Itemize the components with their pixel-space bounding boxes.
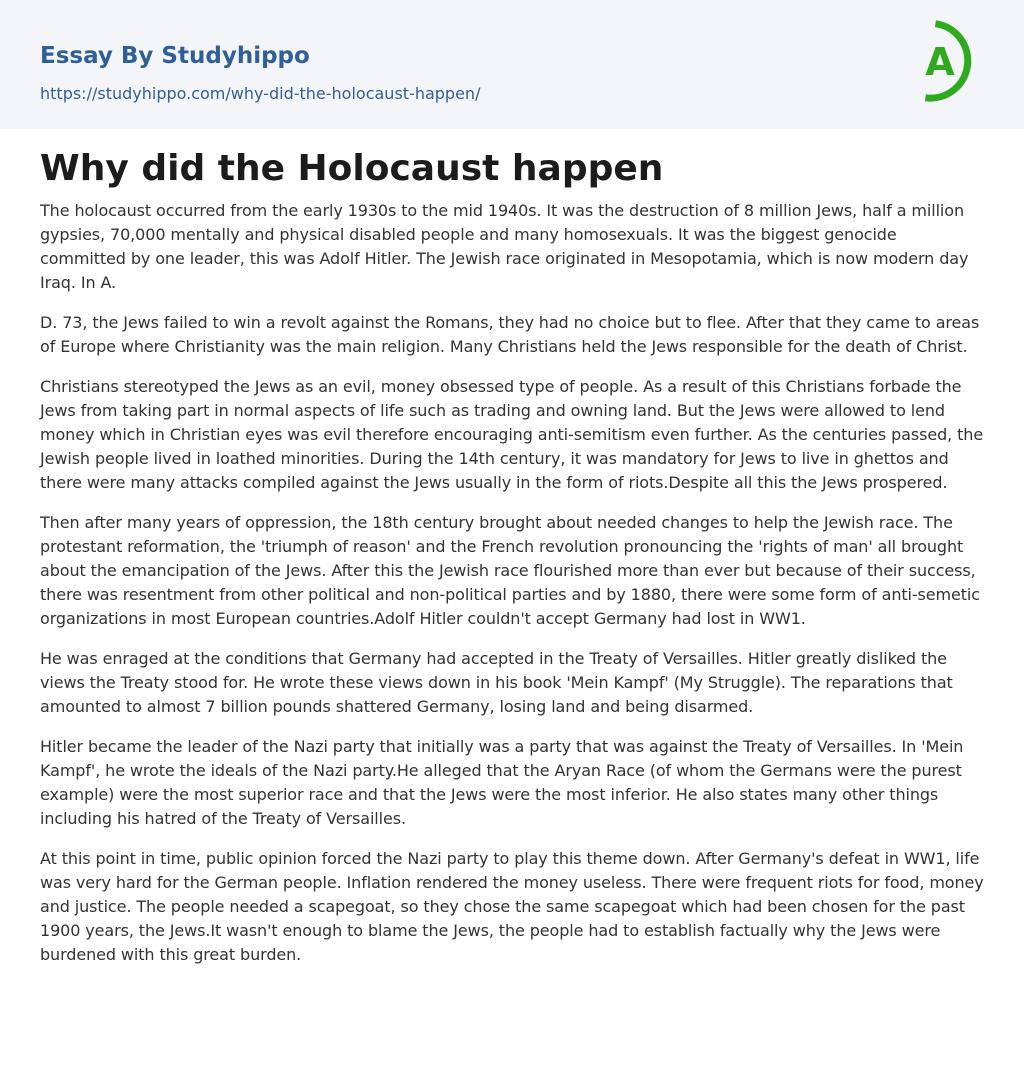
essay-paragraph: D. 73, the Jews failed to win a revolt against the Romans, they had no choice but to flee. After that they came to areas of Europe where Christianity was the main religion. Many Christians held the Jews responsible for the death of Christ. <box>40 313 980 356</box>
studyhippo-logo-icon[interactable] <box>912 19 986 105</box>
brand-title[interactable]: Essay By Studyhippo <box>40 43 310 69</box>
logo-letter: A <box>925 40 955 84</box>
essay-paragraph: Christians stereotyped the Jews as an evil, money obsessed type of people. As a result of this Christians forbade the Jews from taking part in normal aspects of life such as trading and owning land. But the Jews were allowed to lend money which in Christian eyes was evil therefore encouraging anti-semitism even further. As the centuries passed, the Jewish people lived in loathed minorities. During the 14th century, it was mandatory for Jews to live in ghettos and there were many attacks compiled against the Jews usually in the form of riots.Despite all this the Jews prospered. <box>40 377 984 492</box>
essay-paragraph: He was enraged at the conditions that Germany had accepted in the Treaty of Versailles. Hitler greatly disliked the views the Treaty stood for. He wrote these views down in his book 'Mein Kampf' (My Struggle). The reparations that amounted to almost 7 billion pounds shattered Germany, losing land and being disarmed. <box>40 649 953 716</box>
essay-paragraph: The holocaust occurred from the early 1930s to the mid 1940s. It was the destruction of 8 million Jews, half a million gypsies, 70,000 mentally and physical disabled people and many homosexuals. It was the biggest genocide committed by one leader, this was Adolf Hitler. The Jewish race originated in Mesopotamia, which is now modern day Iraq. In A. <box>40 201 969 292</box>
essay-paragraph: Then after many years of oppression, the 18th century brought about needed changes to help the Jewish race. The protestant reformation, the 'triumph of reason' and the French revolution pronouncing the 'rights of man' all brought about the emancipation of the Jews. After this the Jewish race flourished more than ever but because of their success, there was resentment from other political and non-political parties and by 1880, there were some form of anti-semetic organizations in most European countries.Adolf Hitler couldn't accept Germany had lost in WW1. <box>40 513 980 628</box>
site-header <box>0 0 1024 129</box>
essay-paragraph: Hitler became the leader of the Nazi party that initially was a party that was against the Treaty of Versailles. In 'Mein Kampf', he wrote the ideals of the Nazi party.He alleged that the Aryan Race (of whom the Germans were the purest example) were the most superior race and that the Jews were the most inferior. He also states many other things including his hatred of the Treaty of Versailles. <box>40 737 964 828</box>
essay-url-link[interactable]: https://studyhippo.com/why-did-the-holocaust-happen/ <box>40 84 481 103</box>
essay-paragraph: At this point in time, public opinion forced the Nazi party to play this theme down. After Germany's defeat in WW1, life was very hard for the German people. Inflation rendered the money useless. There were frequent riots for food, money and justice. The people needed a scapegoat, so they chose the same scapegoat which had been chosen for the past 1900 years, the Jews.It wasn't enough to blame the Jews, the people had to establish factually why the Jews were burdened with this great burden. <box>40 849 984 964</box>
page-title: Why did the Holocaust happen <box>40 148 664 189</box>
